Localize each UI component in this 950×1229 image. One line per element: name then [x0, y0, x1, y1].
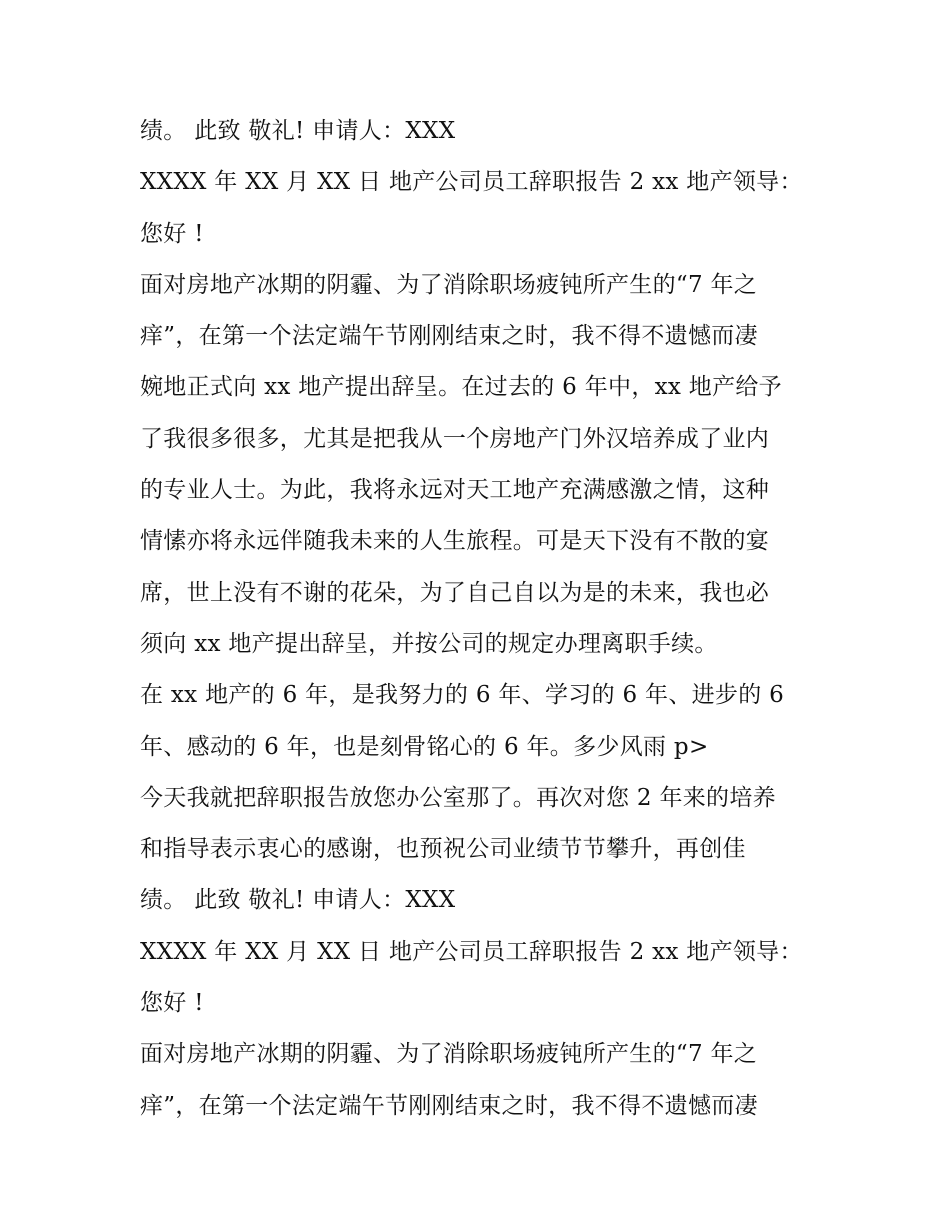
- text-line: 在 xx 地产的 6 年，是我努力的 6 年、学习的 6 年、进步的 6: [140, 682, 785, 709]
- text-line: 痒”，在第一个法定端午节刚刚结束之时，我不得不遗憾而凄: [140, 1092, 758, 1119]
- text-line: 痒”，在第一个法定端午节刚刚结束之时，我不得不遗憾而凄: [140, 323, 758, 350]
- text-line: 今天我就把辞职报告放您办公室那了。再次对您 2 年来的培养: [140, 784, 776, 811]
- text-line: 了我很多很多，尤其是把我从一个房地产门外汉培养成了业内: [140, 425, 770, 452]
- text-line: XXXX 年 XX 月 XX 日 地产公司员工辞职报告 2 xx 地产领导：: [140, 169, 803, 196]
- text-line: 席，世上没有不谢的花朵，为了自己自以为是的未来，我也必: [140, 579, 770, 606]
- text-line: 须向 xx 地产提出辞呈，并按公司的规定办理离职手续。: [140, 630, 718, 657]
- text-line: 面对房地产冰期的阴霾、为了消除职场疲钝所产生的“7 年之: [140, 271, 758, 298]
- text-line: 绩。 此致 敬礼! 申请人：XXX: [140, 887, 456, 914]
- document-body: [140, 106, 820, 1132]
- text-line: 面对房地产冰期的阴霾、为了消除职场疲钝所产生的“7 年之: [140, 1041, 758, 1068]
- text-line: 年、感动的 6 年，也是刻骨铭心的 6 年。多少风雨 p>: [140, 733, 709, 760]
- text-line: 您好 !: [140, 990, 204, 1017]
- text-line: XXXX 年 XX 月 XX 日 地产公司员工辞职报告 2 xx 地产领导：: [140, 938, 803, 965]
- text-line: 情愫亦将永远伴随我未来的人生旅程。可是天下没有不散的宴: [140, 528, 770, 555]
- text-line: 您好 !: [140, 220, 204, 247]
- text-line: 婉地正式向 xx 地产提出辞呈。在过去的 6 年中，xx 地产给予: [140, 374, 782, 401]
- text-line: 和指导表示衷心的感谢，也预祝公司业绩节节攀升，再创佳: [140, 836, 746, 863]
- text-line: 绩。 此致 敬礼! 申请人：XXX: [140, 118, 456, 144]
- text-line: 的专业人士。为此，我将永远对天工地产充满感激之情，这种: [140, 477, 770, 504]
